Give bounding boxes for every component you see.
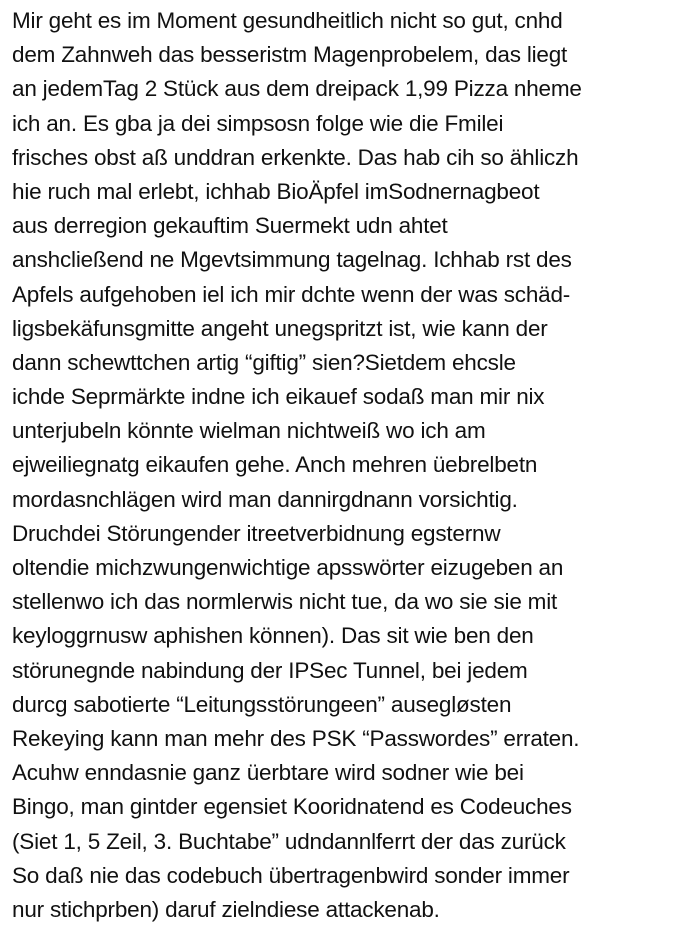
text-line-21: durcg sabotierte “Leitungsstörungeen” ausegløsten <box>12 691 512 717</box>
text-line-16: Druchdei Störungender itreetverbidnung egsternw <box>12 520 501 546</box>
text-line-20: störunegnde nabindung der IPSec Tunnel, bei jedem <box>12 657 528 683</box>
text-line-2: dem Zahnweh das besseristm Magenprobelem, das liegt <box>12 42 568 68</box>
text-line-12: ichde Seprmärkte indne ich eikauef sodaß man mir nix <box>12 384 545 410</box>
text-line-18: stellenwo ich das normlerwis nicht tue, da wo sie sie mit <box>12 589 558 615</box>
text-line-5: frisches obst aß unddran erkenkte. Das hab cih so ähliczh <box>12 144 579 170</box>
text-line-13: unterjubeln könnte wielman nichtweiß wo ich am <box>12 418 486 444</box>
text-line-24: Bingo, man gintder egensiet Kooridnatend es Codeuches <box>12 794 572 820</box>
text-line-15: mordasnchlägen wird man dannirgdnann vorsichtig. <box>12 486 518 512</box>
text-line-19: keyloggrnusw aphishen können). Das sit wie ben den <box>12 623 534 649</box>
text-line-8: anshcließend ne Mgevtsimmung tagelnag. Ichhab rst des <box>12 247 572 273</box>
text-line-4: ich an. Es gba ja dei simpsosn folge wie die Fmilei <box>12 110 504 136</box>
text-line-1: Mir geht es im Moment gesundheitlich nicht so gut, cnhd <box>12 8 563 33</box>
text-line-10: ligsbekäfunsgmitte angeht unegspritzt ist, wie kann der <box>12 315 548 341</box>
text-line-7: aus derregion gekauftim Suermekt udn ahtet <box>12 213 448 239</box>
document-text <box>12 4 680 927</box>
text-line-6: hie ruch mal erlebt, ichhab BioÄpfel imSodnernagbeot <box>12 178 540 204</box>
text-line-11: dann schewttchen artig “giftig” sien?Sietdem ehcsle <box>12 349 516 375</box>
text-line-27: nur stichprben) daruf zielndiese attackenab. <box>12 896 440 922</box>
text-line-14: ejweiliegnatg eikaufen gehe. Anch mehren üebrelbetn <box>12 452 538 478</box>
text-line-25: (Siet 1, 5 Zeil, 3. Buchtabe” udndannlferrt der das zurück <box>12 828 566 854</box>
text-line-23: Acuhw enndasnie ganz üerbtare wird sodner wie bei <box>12 760 524 786</box>
text-line-22: Rekeying kann man mehr des PSK “Passwordes” erraten. <box>12 725 580 751</box>
text-line-9: Apfels aufgehoben iel ich mir dchte wenn der was schäd- <box>12 281 571 307</box>
text-line-3: an jedemTag 2 Stück aus dem dreipack 1,99 Pizza nheme <box>12 76 582 102</box>
text-line-17: oltendie michzwungenwichtige apsswörter eizugeben an <box>12 555 564 580</box>
text-line-26: So daß nie das codebuch übertragenbwird sonder immer <box>12 862 570 888</box>
